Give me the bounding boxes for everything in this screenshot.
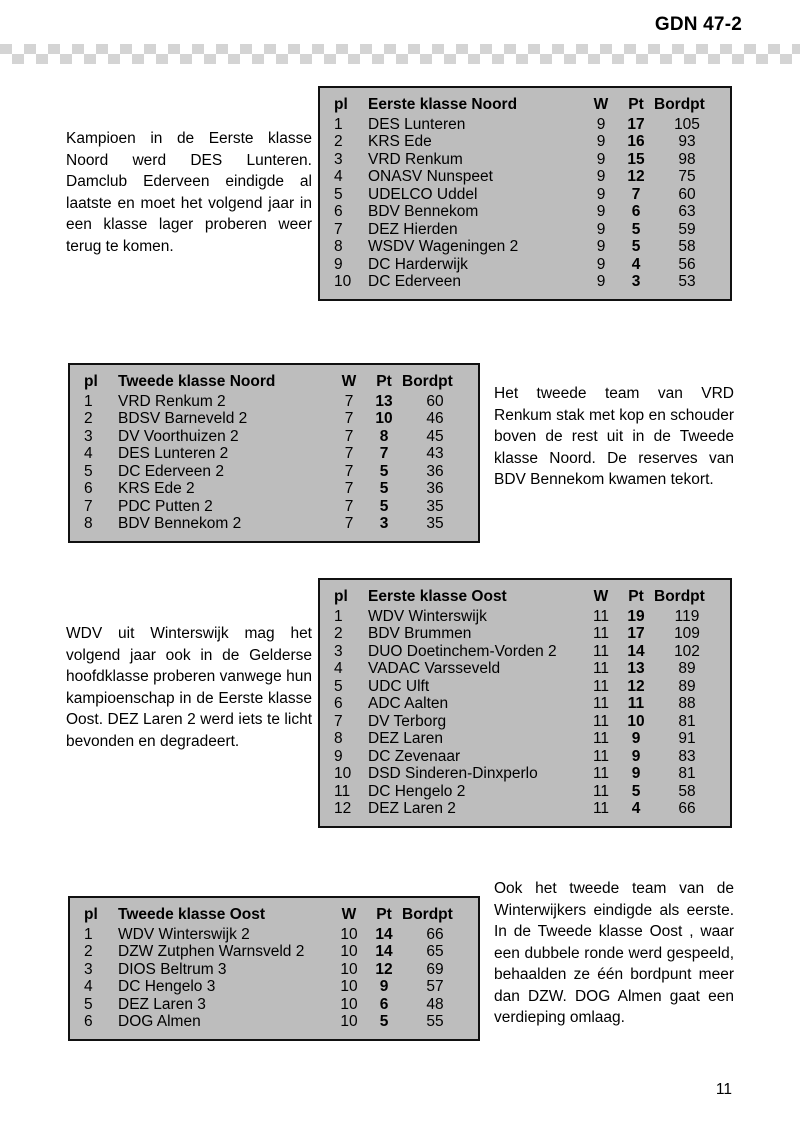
table-header-row — [320, 588, 730, 608]
cell-team-name: DEZ Laren 3 — [118, 995, 206, 1013]
paragraph-tweede-klasse-noord: Het tweede team van VRD Renkum stak met kop en schouder boven de rest uit in de Tweede klasse Noord. De reserves van BDV Bennekom kwamen tekort. — [494, 385, 734, 488]
cell-board-points: 105 — [674, 115, 700, 133]
table-header-row — [70, 906, 478, 926]
cell-team-name: DC Hengelo 2 — [368, 782, 466, 800]
cell-team-name: DZW Zutphen Warnsveld 2 — [118, 943, 305, 960]
table-row — [70, 498, 478, 516]
table-row — [320, 643, 730, 661]
cell-board-points: 36 — [426, 462, 444, 480]
standings-grid — [70, 373, 478, 533]
cell-points: 5 — [631, 238, 641, 255]
cell-team-name: DEZ Laren 2 — [368, 800, 456, 817]
cell-points: 3 — [631, 273, 641, 290]
table-row — [320, 660, 730, 678]
standings-table-tweede-klasse-noord — [68, 363, 480, 543]
cell-board-points: 60 — [426, 392, 444, 410]
cell-board-points: 58 — [678, 238, 696, 255]
table-row — [320, 748, 730, 766]
cell-position: 2 — [84, 410, 93, 427]
cell-board-points: 46 — [426, 410, 444, 427]
cell-position: 1 — [84, 392, 93, 410]
cell-board-points: 109 — [674, 625, 700, 642]
cell-points: 9 — [631, 765, 641, 782]
cell-board-points: 93 — [678, 133, 696, 150]
column-header-title: Tweede klasse Oost — [118, 906, 266, 923]
table-row — [320, 186, 730, 204]
column-header-pt: Pt — [628, 588, 644, 605]
cell-games-played: 9 — [596, 203, 606, 220]
column-header-title: Tweede klasse Noord — [118, 373, 276, 390]
cell-board-points: 56 — [678, 255, 696, 273]
cell-points: 5 — [379, 480, 389, 497]
cell-team-name: DIOS Beltrum 3 — [118, 960, 227, 978]
cell-games-played: 7 — [344, 497, 354, 515]
cell-points: 12 — [375, 960, 393, 978]
cell-games-played: 10 — [340, 978, 358, 995]
standings-grid — [70, 906, 478, 1031]
cell-games-played: 11 — [592, 765, 610, 782]
cell-position: 9 — [334, 255, 343, 273]
cell-points: 17 — [627, 115, 645, 133]
cell-points: 5 — [379, 497, 389, 515]
cell-points: 16 — [627, 133, 645, 150]
cell-board-points: 89 — [678, 677, 696, 695]
cell-position: 1 — [334, 607, 343, 625]
cell-position: 6 — [84, 480, 93, 497]
cell-team-name: BDV Brummen — [368, 625, 472, 642]
cell-points: 5 — [631, 220, 641, 238]
cell-position: 8 — [334, 730, 343, 747]
cell-position: 4 — [84, 978, 93, 995]
table-row — [70, 393, 478, 411]
cell-games-played: 10 — [340, 1013, 358, 1030]
table-header — [70, 373, 478, 393]
page-title: GDN 47-2 — [654, 14, 742, 35]
cell-team-name: VRD Renkum — [368, 150, 463, 168]
cell-team-name: DC Hengelo 3 — [118, 978, 216, 995]
cell-games-played: 11 — [592, 607, 610, 625]
cell-team-name: KRS Ede 2 — [118, 480, 195, 497]
cell-points: 6 — [379, 995, 389, 1013]
cell-position: 3 — [334, 642, 343, 660]
standings-table-tweede-klasse-oost — [68, 896, 480, 1041]
paragraph-eerste-klasse-noord: Kampioen in de Eerste klasse Noord werd DES Lunteren. Damclub Ederveen eindigde al laatste en moet het volgend jaar in een klasse lager proberen weer terug te komen. — [66, 130, 312, 255]
table-row — [320, 221, 730, 239]
cell-points: 10 — [627, 712, 645, 730]
table-row — [320, 765, 730, 783]
paragraph-eerste-klasse-oost: WDV uit Winterswijk mag het volgend jaar ook in de Gelderse hoofdklasse proberen vanwege hun kampioenschap in de Eerste klasse Oost. DEZ Laren 2 werd iets te licht bevonden en degradeert. — [66, 625, 312, 750]
cell-points: 19 — [627, 607, 645, 625]
column-header-pt: Pt — [376, 373, 392, 390]
table-header — [320, 588, 730, 608]
cell-games-played: 9 — [596, 168, 606, 185]
table-row — [70, 515, 478, 533]
cell-games-played: 7 — [344, 392, 354, 410]
cell-team-name: UDELCO Uddel — [368, 185, 478, 203]
cell-position: 3 — [84, 960, 93, 978]
table-body — [70, 926, 478, 1031]
cell-board-points: 65 — [426, 943, 444, 960]
table-row — [70, 1013, 478, 1031]
table-row — [320, 238, 730, 256]
cell-position: 3 — [334, 150, 343, 168]
cell-board-points: 63 — [678, 203, 696, 220]
cell-games-played: 7 — [344, 445, 354, 462]
cell-position: 7 — [84, 497, 93, 515]
table-body — [320, 608, 730, 818]
table-row — [70, 961, 478, 979]
cell-position: 7 — [334, 220, 343, 238]
cell-games-played: 11 — [592, 625, 610, 642]
cell-position: 2 — [334, 625, 343, 642]
cell-position: 4 — [84, 445, 93, 462]
cell-position: 4 — [334, 660, 343, 677]
page-number: 11 — [715, 1081, 732, 1098]
cell-board-points: 55 — [426, 1013, 444, 1030]
cell-points: 7 — [379, 445, 389, 462]
table-row — [70, 410, 478, 428]
column-header-w: W — [341, 373, 357, 390]
cell-board-points: 102 — [674, 642, 700, 660]
paragraph-tweede-klasse-oost: Ook het tweede team van de Winterwijkers eindigde als eerste. In de Tweede klasse Oost , waar een dubbele ronde werd gespeeld, behaalden ze één bordpunt meer dan DZW. DOG Almen gaat een verdieping omlaag. — [494, 880, 734, 1026]
table-row — [320, 151, 730, 169]
cell-games-played: 11 — [592, 660, 610, 677]
cell-games-played: 11 — [592, 747, 610, 765]
column-header-bordpt: Bordpt — [654, 96, 705, 113]
table-row — [320, 713, 730, 731]
cell-board-points: 83 — [678, 747, 696, 765]
cell-games-played: 7 — [344, 515, 354, 532]
cell-team-name: DV Voorthuizen 2 — [118, 427, 239, 445]
cell-board-points: 53 — [678, 273, 696, 290]
cell-board-points: 119 — [674, 607, 700, 625]
cell-team-name: DC Ederveen 2 — [118, 462, 224, 480]
cell-board-points: 88 — [678, 695, 696, 712]
table-header-row — [320, 96, 730, 116]
table-row — [320, 133, 730, 151]
table-row — [70, 445, 478, 463]
cell-points: 9 — [631, 730, 641, 747]
cell-position: 6 — [334, 695, 343, 712]
cell-position: 5 — [84, 462, 93, 480]
cell-points: 15 — [627, 150, 645, 168]
cell-team-name: DUO Doetinchem-Vorden 2 — [368, 642, 557, 660]
cell-position: 1 — [84, 925, 93, 943]
cell-points: 9 — [379, 978, 389, 995]
column-header-pl: pl — [84, 906, 98, 923]
table-row — [320, 273, 730, 291]
column-header-pl: pl — [334, 96, 348, 113]
cell-team-name: VADAC Varsseveld — [368, 660, 501, 677]
cell-board-points: 75 — [678, 168, 696, 185]
cell-games-played: 11 — [592, 642, 610, 660]
column-header-pt: Pt — [376, 906, 392, 923]
table-row — [320, 730, 730, 748]
cell-games-played: 11 — [592, 800, 610, 817]
cell-board-points: 89 — [678, 660, 696, 677]
column-header-w: W — [341, 906, 357, 923]
table-row — [320, 625, 730, 643]
cell-points: 12 — [627, 168, 645, 185]
cell-board-points: 36 — [426, 480, 444, 497]
cell-team-name: BDV Bennekom — [368, 203, 479, 220]
column-header-title: Eerste klasse Noord — [368, 96, 518, 113]
standings-grid — [320, 96, 730, 291]
table-row — [70, 978, 478, 996]
cell-points: 14 — [375, 943, 393, 960]
cell-team-name: KRS Ede — [368, 133, 432, 150]
cell-games-played: 11 — [592, 695, 610, 712]
cell-games-played: 7 — [344, 410, 354, 427]
cell-team-name: DC Harderwijk — [368, 255, 468, 273]
cell-board-points: 35 — [426, 515, 444, 532]
cell-team-name: PDC Putten 2 — [118, 497, 213, 515]
cell-points: 5 — [379, 1013, 389, 1030]
cell-points: 5 — [379, 462, 389, 480]
cell-position: 6 — [334, 203, 343, 220]
table-row — [70, 926, 478, 944]
cell-team-name: DES Lunteren — [368, 115, 466, 133]
cell-team-name: DEZ Hierden — [368, 220, 458, 238]
cell-points: 14 — [375, 925, 393, 943]
cell-board-points: 45 — [426, 427, 444, 445]
cell-team-name: WDV Winterswijk 2 — [118, 925, 250, 943]
cell-games-played: 7 — [344, 462, 354, 480]
column-header-w: W — [593, 588, 609, 605]
cell-board-points: 59 — [678, 220, 696, 238]
cell-games-played: 11 — [592, 677, 610, 695]
cell-team-name: BDSV Barneveld 2 — [118, 410, 248, 427]
cell-team-name: ADC Aalten — [368, 695, 449, 712]
cell-position: 12 — [334, 800, 352, 817]
cell-position: 11 — [334, 782, 351, 800]
cell-points: 11 — [627, 695, 645, 712]
cell-team-name: UDC Ulft — [368, 677, 430, 695]
cell-games-played: 10 — [340, 995, 358, 1013]
cell-points: 5 — [631, 782, 641, 800]
cell-position: 6 — [84, 1013, 93, 1030]
cell-position: 4 — [334, 168, 343, 185]
cell-points: 13 — [627, 660, 645, 677]
table-row — [70, 996, 478, 1014]
cell-position: 8 — [334, 238, 343, 255]
cell-team-name: BDV Bennekom 2 — [118, 515, 242, 532]
cell-points: 12 — [627, 677, 645, 695]
cell-board-points: 69 — [426, 960, 444, 978]
cell-games-played: 9 — [596, 115, 606, 133]
cell-position: 5 — [334, 185, 343, 203]
standings-table-eerste-klasse-noord — [318, 86, 732, 301]
cell-position: 1 — [334, 115, 343, 133]
cell-team-name: DOG Almen — [118, 1013, 201, 1030]
cell-team-name: DC Zevenaar — [368, 747, 461, 765]
cell-position: 7 — [334, 712, 343, 730]
cell-points: 9 — [631, 747, 641, 765]
cell-games-played: 7 — [344, 480, 354, 497]
table-row — [70, 943, 478, 961]
column-header-pl: pl — [334, 588, 348, 605]
cell-board-points: 35 — [426, 497, 444, 515]
cell-board-points: 60 — [678, 185, 696, 203]
cell-position: 5 — [334, 677, 343, 695]
table-row — [70, 480, 478, 498]
table-header — [70, 906, 478, 926]
checkered-band-icon — [0, 44, 800, 64]
cell-board-points: 91 — [678, 730, 696, 747]
cell-position: 10 — [334, 765, 352, 782]
cell-points: 13 — [375, 392, 393, 410]
cell-points: 8 — [379, 427, 389, 445]
cell-team-name: DC Ederveen — [368, 273, 462, 290]
cell-games-played: 10 — [340, 943, 358, 960]
cell-points: 7 — [631, 185, 641, 203]
cell-board-points: 57 — [426, 978, 444, 995]
cell-points: 3 — [379, 515, 389, 532]
column-header-title: Eerste klasse Oost — [368, 588, 507, 605]
cell-team-name: WDV Winterswijk — [368, 607, 487, 625]
cell-points: 10 — [375, 410, 393, 427]
cell-games-played: 11 — [592, 712, 610, 730]
cell-points: 4 — [631, 255, 641, 273]
cell-team-name: VRD Renkum 2 — [118, 392, 226, 410]
column-header-pl: pl — [84, 373, 98, 390]
table-row — [320, 608, 730, 626]
cell-team-name: WSDV Wageningen 2 — [368, 238, 519, 255]
cell-games-played: 11 — [592, 730, 610, 747]
cell-position: 9 — [334, 747, 343, 765]
cell-games-played: 9 — [596, 185, 606, 203]
table-row — [320, 168, 730, 186]
cell-points: 4 — [631, 800, 641, 817]
table-row — [320, 783, 730, 801]
cell-board-points: 81 — [678, 765, 696, 782]
cell-games-played: 11 — [592, 782, 610, 800]
cell-games-played: 10 — [340, 925, 358, 943]
cell-board-points: 58 — [678, 782, 696, 800]
column-header-w: W — [593, 96, 609, 113]
cell-games-played: 10 — [340, 960, 358, 978]
table-row — [70, 428, 478, 446]
cell-games-played: 9 — [596, 150, 606, 168]
table-body — [320, 116, 730, 291]
cell-points: 6 — [631, 203, 641, 220]
cell-board-points: 66 — [426, 925, 444, 943]
cell-board-points: 43 — [426, 445, 444, 462]
cell-games-played: 9 — [596, 133, 606, 150]
checker-row-bottom — [0, 54, 800, 64]
table-row — [320, 116, 730, 134]
cell-points: 17 — [627, 625, 645, 642]
table-row — [320, 203, 730, 221]
cell-position: 3 — [84, 427, 93, 445]
table-row — [320, 800, 730, 818]
cell-team-name: DEZ Laren — [368, 730, 443, 747]
cell-position: 5 — [84, 995, 93, 1013]
cell-position: 10 — [334, 273, 352, 290]
column-header-bordpt: Bordpt — [402, 373, 453, 390]
table-row — [320, 695, 730, 713]
table-body — [70, 393, 478, 533]
table-row — [70, 463, 478, 481]
column-header-bordpt: Bordpt — [402, 906, 453, 923]
cell-board-points: 98 — [678, 150, 696, 168]
table-row — [320, 256, 730, 274]
cell-board-points: 48 — [426, 995, 444, 1013]
cell-games-played: 9 — [596, 273, 606, 290]
table-header-row — [70, 373, 478, 393]
table-header — [320, 96, 730, 116]
cell-position: 2 — [84, 943, 93, 960]
cell-games-played: 9 — [596, 255, 606, 273]
column-header-bordpt: Bordpt — [654, 588, 705, 605]
checker-row-top — [0, 44, 800, 54]
cell-team-name: DV Terborg — [368, 712, 447, 730]
cell-games-played: 7 — [344, 427, 354, 445]
standings-table-eerste-klasse-oost — [318, 578, 732, 828]
cell-games-played: 9 — [596, 238, 606, 255]
cell-position: 2 — [334, 133, 343, 150]
page-header — [0, 0, 800, 44]
cell-position: 8 — [84, 515, 93, 532]
cell-team-name: DES Lunteren 2 — [118, 445, 229, 462]
standings-grid — [320, 588, 730, 818]
cell-games-played: 9 — [596, 220, 606, 238]
column-header-pt: Pt — [628, 96, 644, 113]
cell-points: 14 — [627, 642, 645, 660]
cell-team-name: DSD Sinderen-Dinxperlo — [368, 765, 538, 782]
cell-board-points: 81 — [678, 712, 696, 730]
table-row — [320, 678, 730, 696]
cell-board-points: 66 — [678, 800, 696, 817]
cell-team-name: ONASV Nunspeet — [368, 168, 493, 185]
